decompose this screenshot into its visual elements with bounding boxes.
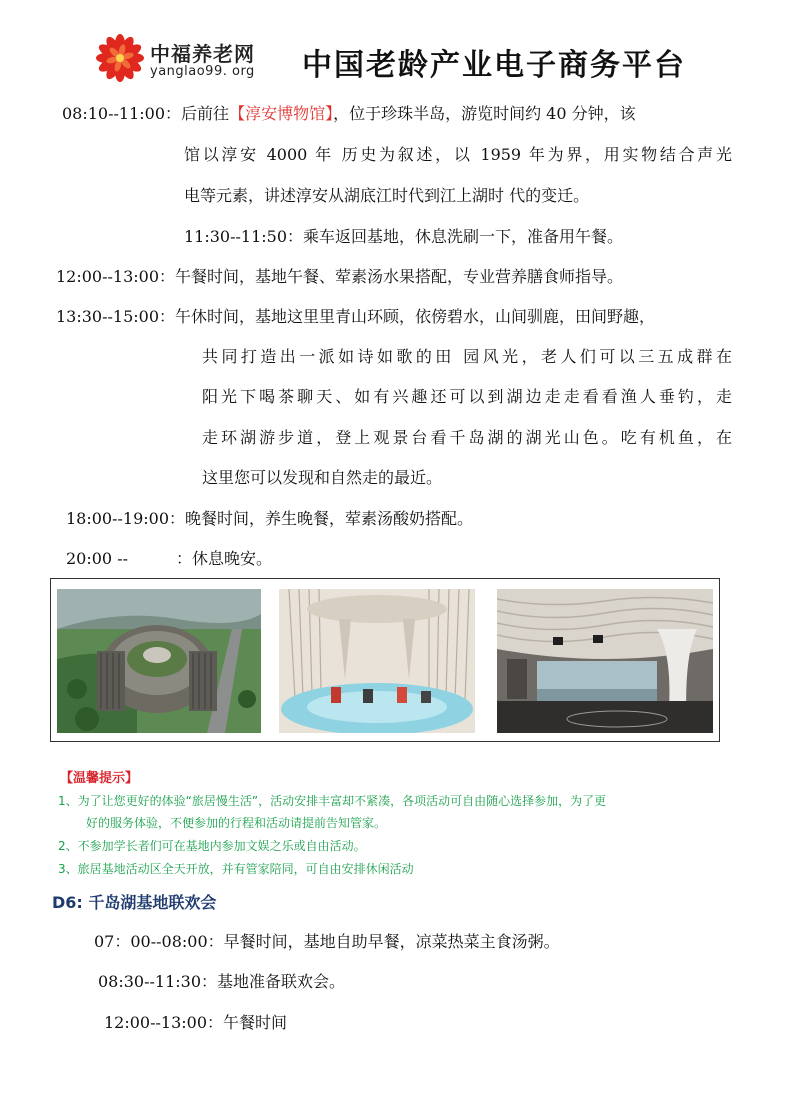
exhibition-room-photo <box>497 589 713 733</box>
platform-title: 中国老龄产业电子商务平台 <box>302 48 686 83</box>
museum-name: 【淳安博物馆】 <box>229 104 334 123</box>
rest-line-5: 这里您可以发现和自然走的最近。 <box>202 468 443 487</box>
museum-post: ，位于珍珠半岛，游览时间约 40 分钟，该 <box>333 104 636 123</box>
museum-line-3: 电等元素，讲述淳安从湖底江时代到江上湖时 代的变迁。 <box>184 186 590 205</box>
rest-line-3: 阳光下喝茶聊天、如有兴趣还可以到湖边走走看看渔人垂钓，走 <box>202 387 732 406</box>
d6-title: D6: 千岛湖基地联欢会 <box>52 893 217 912</box>
return-line: 11:30--11:50：乘车返回基地，休息洗刷一下，准备用午餐。 <box>184 227 624 246</box>
rest-line-1: 13:30--15:00：午休时间，基地这里里青山环顾，依傍碧水，山间驯鹿，田间野趣， <box>56 307 656 326</box>
museum-aerial-photo <box>57 589 261 733</box>
d6-breakfast: 07：00--08:00：早餐时间，基地自助早餐，凉菜热菜主食汤粥。 <box>94 932 560 951</box>
tip-2: 2、不参加学长者们可在基地内参加文娱之乐或自由活动。 <box>58 839 366 853</box>
night-text: ：休息晚安。 <box>176 549 273 568</box>
lunch-line: 12:00--13:00：午餐时间，基地午餐、荤素汤水果搭配，专业营养膳食师指导。 <box>56 267 624 286</box>
dinner-line: 18:00--19:00：晚餐时间，养生晚餐，荤素汤酸奶搭配。 <box>66 509 474 528</box>
museum-pre: 后前往 <box>181 104 230 123</box>
photo-strip <box>50 578 720 742</box>
brand-name: 中福养老网 <box>150 42 255 66</box>
museum-line-2: 馆以淳安 4000 年 历史为叙述，以 1959 年为界，用实物结合声光 <box>184 145 732 164</box>
brand-url: yanglao99. org <box>150 64 255 79</box>
d6-lunch: 12:00--13:00：午餐时间 <box>104 1013 288 1032</box>
tip-1-line-1: 1、为了让您更好的体验“旅居慢生活”，活动安排丰富却不紧凑，各项活动可自由随心选择参加，为了更 <box>58 794 607 808</box>
tip-3: 3、旅居基地活动区全天开放，并有管家陪同，可自由安排休闲活动 <box>58 862 414 876</box>
museum-time: 08:10--11:00： <box>62 104 182 123</box>
d6-prep: 08:30--11:30：基地准备联欢会。 <box>98 972 346 991</box>
rest-line-4: 走环湖游步道，登上观景台看千岛湖的湖光山色。吃有机鱼，在 <box>202 428 732 447</box>
museum-line-1 <box>62 104 636 124</box>
tips-heading: 【温馨提示】 <box>60 771 139 786</box>
museum-hall-photo <box>279 589 475 733</box>
brand-logo-icon <box>96 34 144 82</box>
tip-1-line-2: 好的服务体验，不便参加的行程和活动请提前告知管家。 <box>86 816 387 830</box>
rest-line-2: 共同打造出一派如诗如歌的田 园风光，老人们可以三五成群在 <box>202 347 732 366</box>
night-time: 20:00 -- <box>66 549 129 568</box>
